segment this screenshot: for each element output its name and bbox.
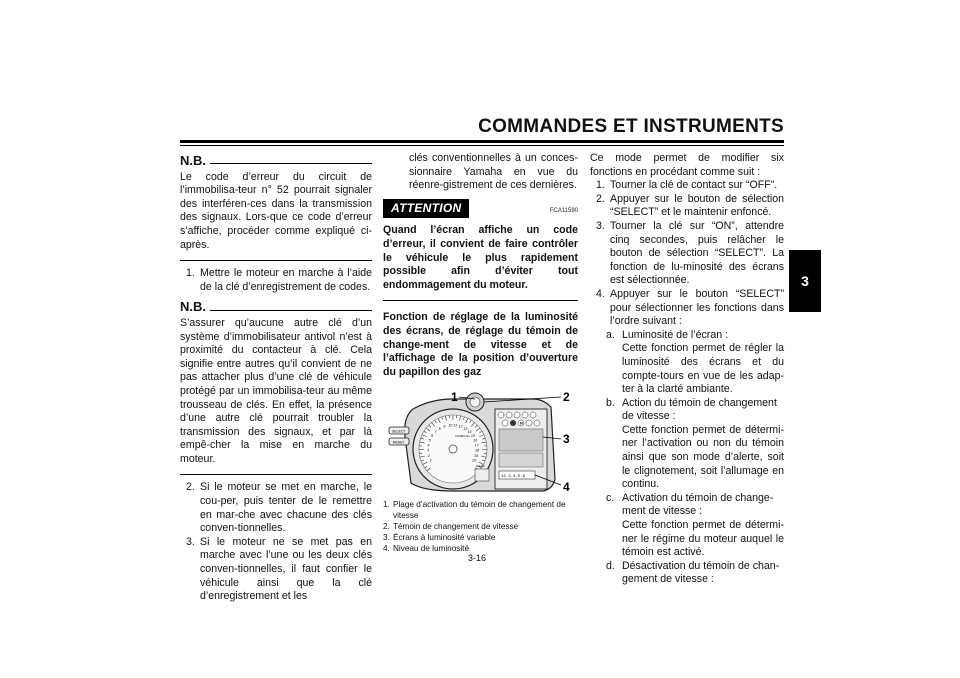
sub-item: c. Activation du témoin de change-ment de vitesse : bbox=[606, 491, 774, 518]
step-number: 2. bbox=[186, 481, 195, 494]
page-header-title: COMMANDES ET INSTRUMENTS bbox=[478, 116, 784, 137]
tach-numeral: 5 bbox=[428, 438, 431, 443]
svg-text:SELECT: SELECT bbox=[392, 429, 406, 434]
callout-2: 2 bbox=[563, 390, 570, 405]
list-item: 3. Tourner la clé sur “ON”, attendre cinq secondes, puis relâcher le bouton de sélection “SELECT”. La fonction de lu-minosité des écrans est sélectionnée. bbox=[596, 219, 784, 287]
sub-item: a. Luminosité de l’écran : bbox=[606, 328, 728, 341]
nb-label: N.B. bbox=[180, 153, 206, 168]
instrument-cluster-figure bbox=[383, 387, 578, 495]
list-item: 4. Appuyer sur le bouton “SELECT” pour sélectionner les fonctions dans l’ordre suivant : bbox=[596, 287, 784, 328]
tach-numeral: 13 bbox=[463, 427, 468, 432]
attention-code: FCA11590 bbox=[549, 207, 578, 214]
callout-4: 4 bbox=[563, 480, 570, 495]
attention-block bbox=[383, 199, 578, 219]
nb-heading-1 bbox=[180, 154, 372, 168]
step-number: 3. bbox=[186, 535, 195, 548]
tach-numeral: 6 bbox=[431, 434, 434, 439]
tach-numeral: 9 bbox=[443, 425, 446, 430]
tach-numeral: 19 bbox=[474, 454, 479, 459]
tach-numeral: 7 bbox=[434, 430, 437, 435]
sub-item: d. Désactivation du témoin de chan-gement de vitesse : bbox=[606, 559, 780, 586]
left-column bbox=[180, 152, 372, 604]
svg-text:RESET: RESET bbox=[393, 440, 405, 445]
svg-text:GEAR: GEAR bbox=[476, 464, 485, 469]
svg-text:x1000r/min: x1000r/min bbox=[455, 434, 470, 439]
callout-1: 1 bbox=[451, 390, 458, 405]
right-column bbox=[590, 152, 784, 587]
tach-numeral: 3 bbox=[427, 449, 430, 454]
chapter-tab: 3 bbox=[789, 250, 821, 312]
attention-end-rule bbox=[383, 300, 578, 301]
tach-numeral: 8 bbox=[438, 427, 441, 432]
caption-item: 4. Niveau de luminosité bbox=[383, 544, 470, 554]
nb-text-1: Le code d’erreur du circuit de l’immobilisa-teur n° 52 pourrait signaler des interféren-ces dans la transmission des signaux. Lors-que ce code d’erreur s’affiche, procéder comme expliqué ci-après. bbox=[180, 170, 372, 251]
figure-captions bbox=[383, 499, 578, 554]
tach-numeral: 20 bbox=[472, 458, 477, 463]
sub-item: b. Action du témoin de changement de vitesse : bbox=[606, 396, 777, 423]
sub-body: Cette fonction permet de régler la luminosité des écrans et du compte-tours en vue de les adap-ter à la clarté ambiante. bbox=[622, 342, 784, 396]
caption-item: 1. Plage d’activation du témoin de changement de vitesse bbox=[383, 500, 566, 521]
tach-numeral: 14 bbox=[467, 430, 472, 435]
step-text: Si le moteur ne se met pas en marche avec l’une ou les deux clés conven-tionnelles, il faut confier le véhicule ainsi que la clé d’enregistrement et les bbox=[200, 535, 372, 603]
header-rule-thin bbox=[180, 145, 784, 146]
tach-numeral: 4 bbox=[427, 443, 430, 448]
section-title: Fonction de réglage de la luminosité des écrans, de réglage du témoin de change-ment de vitesse et de l’affichage de la position d’ouverture du papillon des gaz bbox=[383, 311, 578, 378]
list-item: 2. Appuyer sur le bouton de sélection “SELECT” et le maintenir enfoncé. bbox=[596, 192, 784, 219]
step-text: Si le moteur se met en marche, le cou-per, puis tenter de le remettre en mar-che avec chacune des clés conven-tionnelles. bbox=[200, 481, 372, 535]
list-item bbox=[186, 481, 372, 535]
continuation-text: clés conventionnelles à un conces-sionnaire Yamaha en vue du réenre-gistrement de ces dernières. bbox=[409, 152, 578, 192]
sub-body: Cette fonction permet de détermi-ner l’activation ou non du témoin ainsi que son mode d’alerte, soit le clignotement, soit l’allumage en continu. bbox=[622, 423, 784, 491]
sub-body: Cette fonction permet de détermi-ner le régime du moteur auquel le témoin est activé. bbox=[622, 519, 784, 559]
nb-heading-2 bbox=[180, 300, 372, 314]
nb-text-2: S’assurer qu’aucune autre clé d’un système d’immobilisateur antivol n’est à proximité du contacteur à clé. Cela signifie entre autres qu’il convient de ne pas attacher plus d’une clé de véhicule protégé par un immobilisa-teur au même trousseau de clés. En effet, la présence d’une autre clé pourrait troubler la transmission des signaux, et par là empê-cher la mise en marche du moteur. bbox=[180, 316, 372, 465]
caption-item: 3. Écrans à luminosité variable bbox=[383, 533, 496, 543]
tach-numeral: 11 bbox=[453, 423, 458, 428]
page-number: 3-16 bbox=[468, 553, 487, 563]
list-item: 1. Tourner la clé de contact sur “OFF”. bbox=[596, 179, 778, 192]
tach-numeral: 17 bbox=[474, 443, 479, 448]
intro-text: Ce mode permet de modifier six fonctions en procédant comme suit : bbox=[590, 152, 784, 178]
step-text: Mettre le moteur en marche à l’aide de la clé d’enregistrement de codes. bbox=[200, 267, 372, 293]
tach-numeral: 10 bbox=[448, 423, 453, 428]
list-item bbox=[186, 536, 372, 604]
middle-column bbox=[383, 152, 578, 554]
attention-text: Quand l’écran affiche un code d’erreur, il convient de faire contrôler le véhicule le plus rapidement possible afin d’éviter tout endommagement du moteur. bbox=[383, 224, 578, 291]
tach-numeral: 15 bbox=[470, 434, 475, 439]
tach-numeral: 16 bbox=[473, 438, 478, 443]
attention-badge: ATTENTION bbox=[383, 199, 469, 219]
callout-3: 3 bbox=[563, 432, 570, 447]
step-number: 1. bbox=[186, 267, 195, 280]
caption-item: 2. Témoin de changement de vitesse bbox=[383, 522, 519, 532]
tach-numeral: 18 bbox=[474, 449, 479, 454]
svg-text:12.3.4.5.6: 12.3.4.5.6 bbox=[501, 475, 526, 480]
list-item bbox=[186, 267, 372, 294]
nb-label: N.B. bbox=[180, 299, 206, 315]
instrument-cluster-illustration bbox=[383, 387, 578, 495]
tach-numeral: 12 bbox=[458, 425, 463, 430]
nb-end-rule bbox=[180, 474, 372, 475]
header-rule-thick bbox=[180, 140, 784, 143]
nb-end-rule bbox=[180, 260, 372, 261]
tach-numeral: 1 bbox=[429, 458, 432, 463]
tach-numeral: 2 bbox=[427, 454, 430, 459]
svg-text:N: N bbox=[519, 420, 523, 426]
